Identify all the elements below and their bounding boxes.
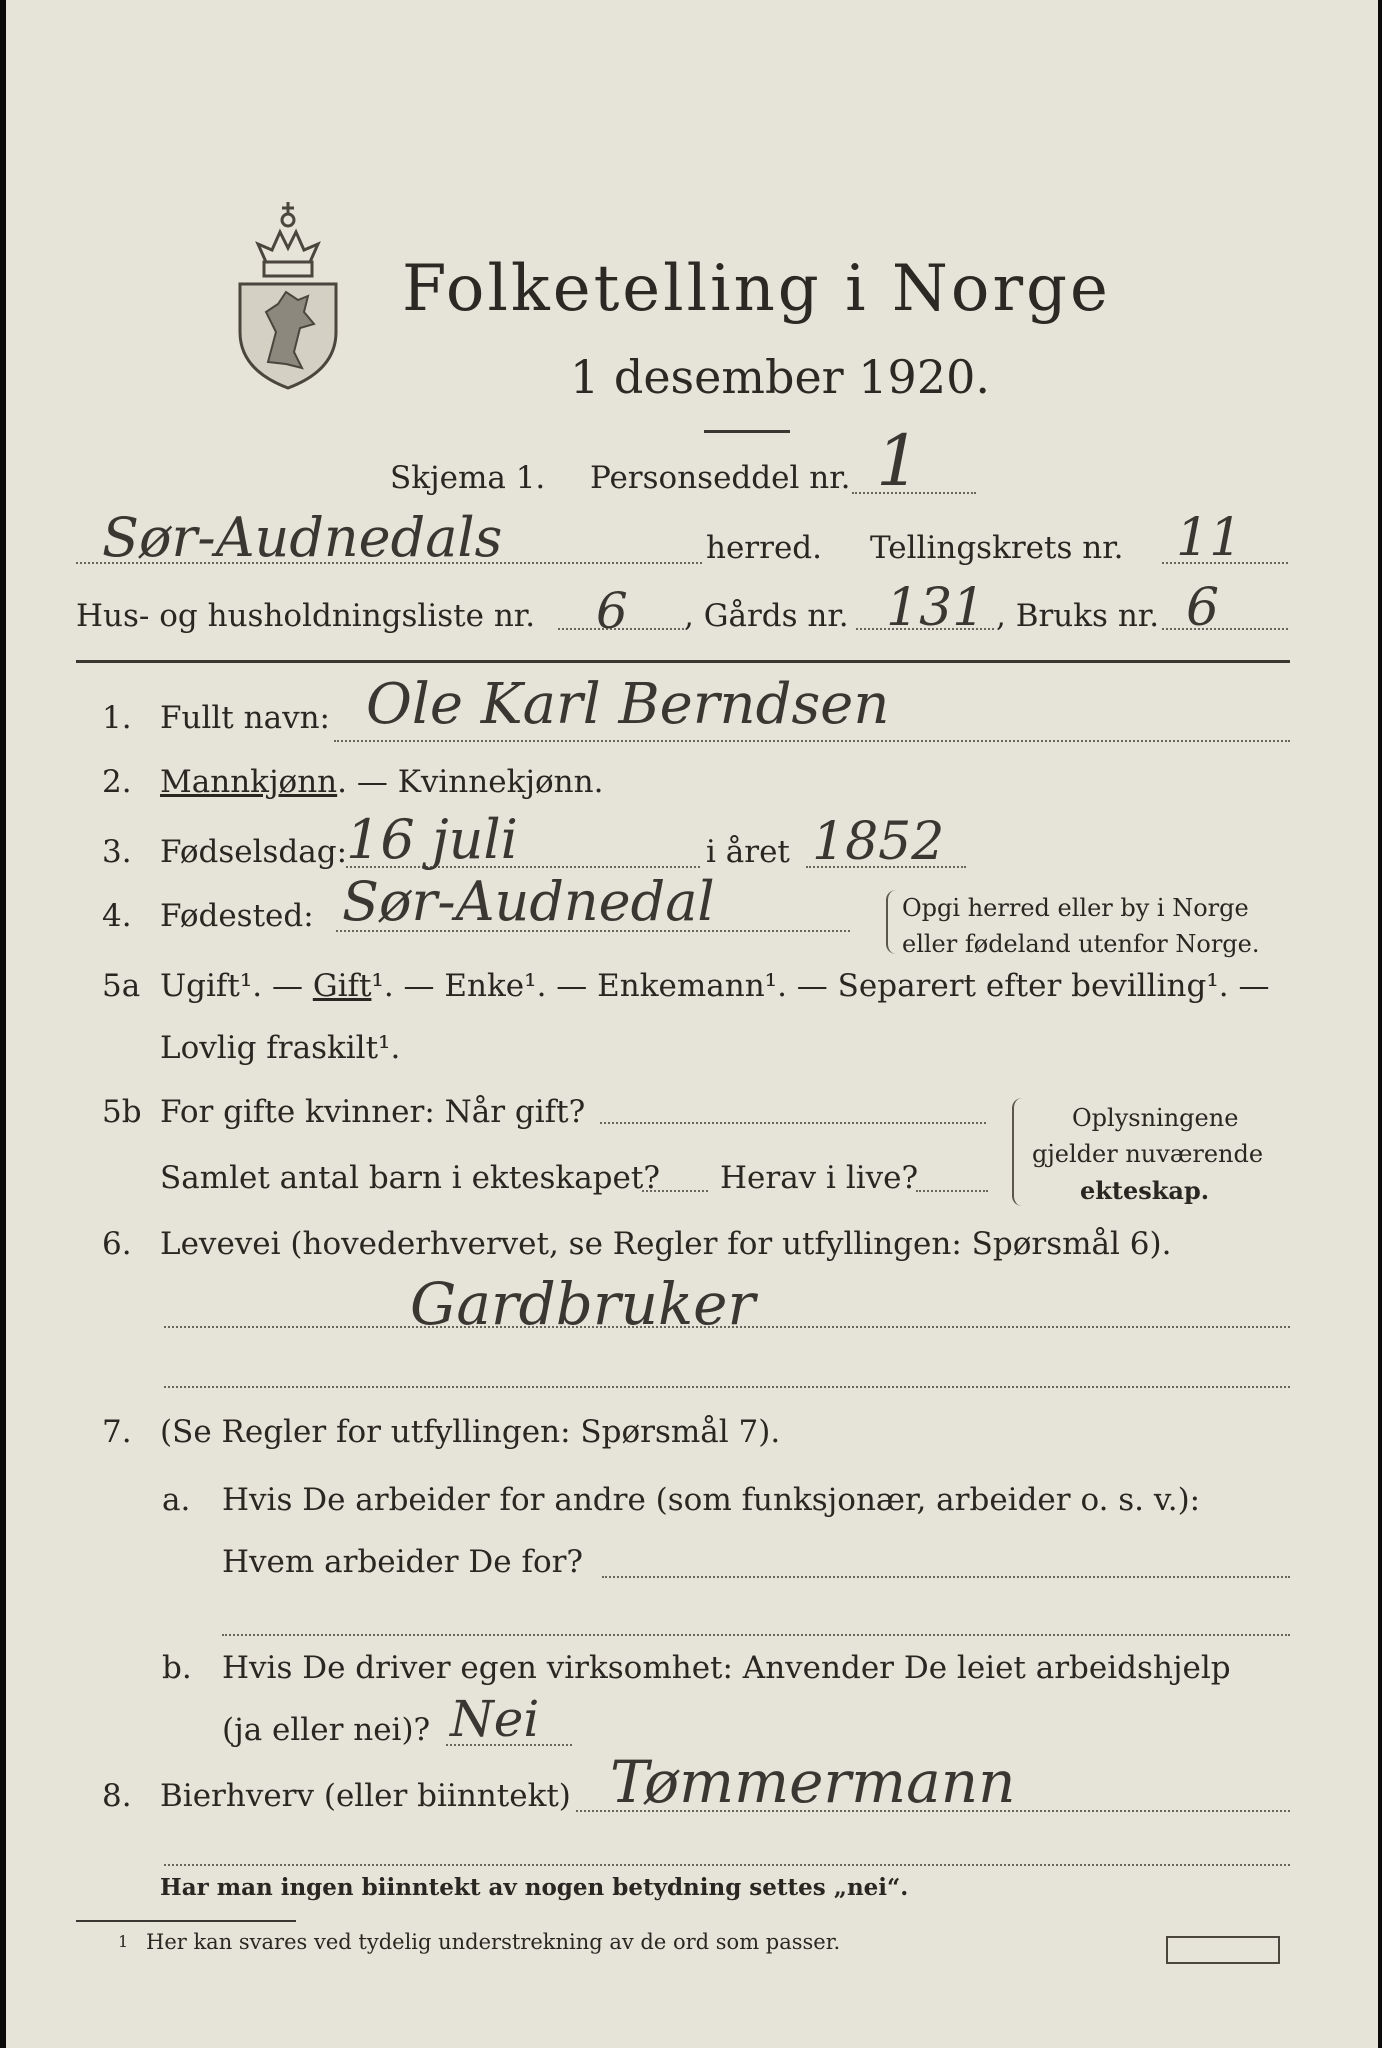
- form-date: 1 desember 1920.: [570, 350, 990, 404]
- herred-value[interactable]: Sør-Audnedals: [102, 506, 503, 569]
- gards-label: , Gårds nr.: [684, 598, 849, 634]
- q1-field-line: [334, 740, 1290, 742]
- bruks-field-line: [1162, 628, 1288, 630]
- q7b-value[interactable]: Nei: [450, 1690, 540, 1748]
- q5a-ugift-option[interactable]: Ugift¹. —: [160, 968, 313, 1004]
- q7b-line1: Hvis De driver egen virksomhet: Anvender De leiet arbeidshjelp: [222, 1650, 1231, 1686]
- q7a-field-line: [602, 1576, 1290, 1578]
- q2-male-option[interactable]: Mannkjønn: [160, 764, 338, 800]
- q5b-number: 5b: [102, 1094, 142, 1130]
- q7a-number: a.: [162, 1482, 191, 1518]
- tellingskrets-value[interactable]: 11: [1176, 508, 1243, 568]
- q2-separator: . —: [337, 764, 398, 800]
- q5b-barn-field-line: [642, 1190, 708, 1192]
- footer-note: Har man ingen biinntekt av nogen betydning settes „nei“.: [160, 1874, 909, 1901]
- q1-value[interactable]: Ole Karl Berndsen: [366, 672, 890, 737]
- q7a-field-line-2: [222, 1634, 1290, 1636]
- q5b-note-bracket: [1012, 1098, 1024, 1206]
- footnote-rule: [76, 1920, 296, 1922]
- q7-number: 7.: [102, 1414, 132, 1450]
- q5a-gift-option[interactable]: Gift: [312, 968, 372, 1004]
- title-rule: [704, 430, 790, 433]
- q4-note-line2: eller fødeland utenfor Norge.: [902, 930, 1260, 958]
- q2-female-option[interactable]: Kvinnekjønn: [397, 764, 594, 800]
- hus-label: Hus- og husholdningsliste nr.: [76, 598, 536, 634]
- bruks-label: , Bruks nr.: [996, 598, 1160, 634]
- skjema-label: Skjema 1.: [390, 460, 546, 496]
- q6-value[interactable]: Gardbruker: [410, 1270, 756, 1338]
- q6-field-line-1: [164, 1326, 1290, 1328]
- hus-value[interactable]: 6: [596, 582, 628, 640]
- q8-value[interactable]: Tømmermann: [610, 1748, 1016, 1816]
- personseddel-value[interactable]: 1: [876, 420, 921, 502]
- q5b-line2a: Samlet antal barn i ekteskapet?: [160, 1160, 660, 1196]
- personseddel-label: Personseddel nr.: [590, 460, 851, 496]
- header-separator: [76, 660, 1290, 663]
- q4-note-line1: Opgi herred eller by i Norge: [902, 894, 1249, 922]
- q6-label: Levevei (hovederhvervet, se Regler for utfyllingen: Spørsmål 6).: [160, 1226, 1172, 1262]
- gards-value[interactable]: 131: [886, 578, 986, 638]
- q5b-note-line3: ekteskap.: [1080, 1176, 1210, 1205]
- q3-number: 3.: [102, 834, 132, 870]
- q7a-line2: Hvem arbeider De for?: [222, 1544, 584, 1580]
- q5a-text: [160, 968, 1269, 1004]
- q5a-other-options[interactable]: ¹. — Enke¹. — Enkemann¹. — Separert efter bevilling¹. —: [371, 968, 1270, 1004]
- bruks-value[interactable]: 6: [1186, 578, 1220, 638]
- q3-year-value[interactable]: 1852: [812, 812, 945, 872]
- q4-note-bracket: [886, 890, 896, 954]
- q1-number: 1.: [102, 700, 132, 736]
- q4-value[interactable]: Sør-Audnedal: [342, 870, 715, 933]
- q5a-number: 5a: [102, 968, 141, 1004]
- printer-stamp-icon: [1166, 1936, 1280, 1964]
- form-title: Folketelling i Norge: [402, 252, 1111, 326]
- q2-end: .: [593, 764, 604, 800]
- q3-label: Fødselsdag:: [160, 834, 348, 870]
- q2-number: 2.: [102, 764, 132, 800]
- q4-number: 4.: [102, 898, 132, 934]
- q8-label: Bierhverv (eller biinntekt): [160, 1778, 571, 1814]
- tellingskrets-label: Tellingskrets nr.: [870, 530, 1124, 566]
- q5b-live-field-line: [916, 1190, 988, 1192]
- q5a-fraskilt-option[interactable]: Lovlig fraskilt¹.: [160, 1030, 401, 1066]
- q1-label: Fullt navn:: [160, 700, 330, 736]
- footnote-mark: 1: [118, 1932, 129, 1951]
- herred-label: herred.: [706, 530, 822, 566]
- q8-field-line-2: [164, 1864, 1290, 1866]
- q5b-note-line1: Oplysningene: [1072, 1104, 1239, 1132]
- q7b-number: b.: [162, 1650, 192, 1686]
- q4-label: Fødested:: [160, 898, 314, 934]
- q6-number: 6.: [102, 1226, 132, 1262]
- q3-value[interactable]: 16 juli: [346, 808, 518, 871]
- q7-label: (Se Regler for utfyllingen: Spørsmål 7).: [160, 1414, 781, 1450]
- q5b-note-line2: gjelder nuværende: [1032, 1140, 1264, 1168]
- q7a-line1: Hvis De arbeider for andre (som funksjonær, arbeider o. s. v.):: [222, 1482, 1201, 1518]
- q3-year-label: i året: [706, 834, 790, 870]
- q5b-line2b: Herav i live?: [720, 1160, 919, 1196]
- footnote-text: Her kan svares ved tydelig understrekning av de ord som passer.: [146, 1930, 841, 1954]
- coat-of-arms-icon: [228, 192, 348, 392]
- q6-field-line-2: [164, 1386, 1290, 1388]
- q5b-line1: For gifte kvinner: Når gift?: [160, 1094, 586, 1130]
- census-form-page: [6, 0, 1378, 2048]
- q8-number: 8.: [102, 1778, 132, 1814]
- q5b-gift-field-line: [600, 1122, 986, 1124]
- q2-text: [160, 764, 603, 800]
- q7b-line2: (ja eller nei)?: [222, 1712, 431, 1748]
